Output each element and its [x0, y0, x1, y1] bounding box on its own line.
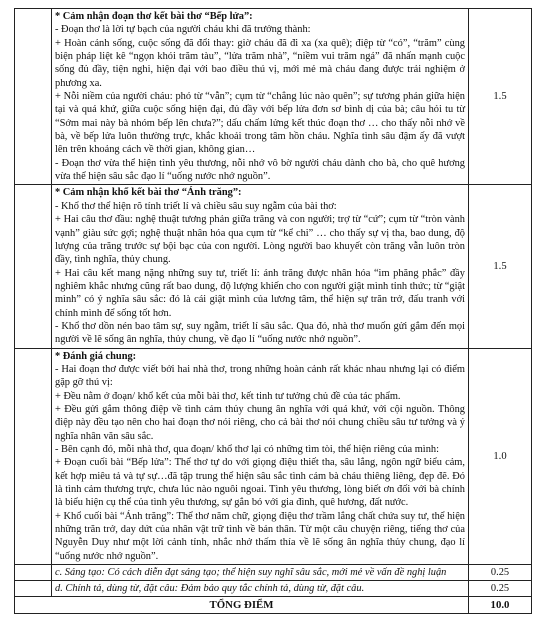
score-cell: 0.25: [469, 565, 532, 581]
section-bep-lua: [15, 9, 532, 185]
paragraph: - Bên cạnh đó, mỗi nhà thơ, qua đoạn/ khổ thơ lại có những tìm tòi, thể hiện riêng của mình:: [55, 444, 439, 455]
blank-cell: [15, 581, 52, 597]
paragraph: + Đều gửi gắm thông điệp về tình cảm thủy chung ân nghĩa với quá khứ, với cội nguồn. Thông điệp này đều tạo nên cho hai đoạn thơ nói riêng, cho cả bài thơ nói chung chiều sâu tư tưởng và ý nghĩa nhân văn sâu sắc.: [55, 403, 465, 442]
paragraph: - Khổ thơ dồn nén bao tâm sự, suy ngẫm, triết lí sâu sắc. Qua đó, nhà thơ muốn gửi gắm đến mọi người về lẽ sống ân nghĩa, thủy chung, về đạo lí “uống nước nhớ nguồn”.: [55, 320, 465, 346]
section-danh-gia-chung: [15, 348, 532, 565]
section-heading: * Đánh giá chung:: [55, 350, 137, 362]
score-cell: 1.0: [469, 348, 532, 565]
blank-cell: [15, 348, 52, 565]
paragraph: + Nỗi niềm của người cháu: phó từ “vẫn”; cụm từ “chẳng lúc nào quên”; sự tương phản giữa hiện tại và quá khứ, giữa cuộc sống hiện đại, đủ đầy với bếp lửa đơn sơ bình dị của bà; câu hỏi tu từ “Sớm mai này bà nhóm bếp lên chưa?”; dấu chấm lửng kết thúc đoạn thơ … cho thấy nỗi nhớ về bà, về bếp lửa luôn thường trực, khắc khoải trong tâm hồn cháu. Nghĩa tình sâu đậm ấy đã vượt lên trên khoảng cách về thời gian, không gian…: [55, 91, 465, 156]
paragraph: + Đoạn cuối bài “Bếp lửa”: Thể thơ tự do với giọng điệu thiết tha, sâu lắng, ngôn ngữ biểu cảm, kết hợp miêu tả và tự sự…đã tập trung thể hiện sâu sắc tình cảm bà cháu thiêng liêng, đẹp đẽ. Đó là tình cảm thương trực, chưa lúc nào nguôi ngoai. Tình yêu thương, lòng biết ơn đối với bà chính là biểu hiện cụ thể của tình yêu thương, sự gắn bó với gia đình, quê hương, đất nước.: [55, 457, 465, 509]
section-heading: * Cảm nhận đoạn thơ kết bài thơ “Bếp lửa”:: [55, 11, 253, 22]
score-cell: 0.25: [469, 581, 532, 597]
section-anh-trang: [15, 185, 532, 348]
paragraph: - Đoạn thơ vừa thể hiện tình yêu thương, nỗi nhớ vô bờ người cháu dành cho bà, cho quê hương vừa thể hiện sâu sắc đạo lí “uống nước nhớ nguồn”.: [55, 157, 465, 183]
blank-cell: [15, 565, 52, 581]
grading-table: [14, 8, 532, 614]
total-label: TỔNG ĐIỂM: [15, 597, 469, 614]
criteria-row-creativity: [15, 565, 532, 581]
criteria-text: c. Sáng tạo: Có cách diễn đạt sáng tạo; thể hiện suy nghĩ sâu sắc, mới mẻ về vấn đề nghị luận: [52, 565, 469, 581]
criteria-text: d. Chính tả, dùng từ, đặt câu: Đảm bảo quy tắc chính tả, dùng từ, đặt câu.: [52, 581, 469, 597]
criteria-row-spelling: [15, 581, 532, 597]
paragraph: - Đoạn thơ là lời tự bạch của người cháu khi đã trưởng thành:: [55, 24, 311, 36]
blank-cell: [15, 185, 52, 348]
paragraph: - Hai đoạn thơ được viết bởi hai nhà thơ, trong những hoàn cảnh rất khác nhau nhưng lại có điểm gặp gỡ thú vị:: [55, 363, 465, 389]
paragraph: - Khổ thơ thể hiện rõ tính triết lí và chiều sâu suy ngẫm của bài thơ:: [55, 200, 337, 212]
section-content: [52, 348, 469, 565]
paragraph: + Hoàn cảnh sống, cuộc sống đã đổi thay: giờ cháu đã đi xa (xa quê); điệp từ “có”, “trăm” cùng biện pháp liệt kê “ngọn khói trăm tàu”, “lửa trăm nhà”, “niềm vui trăm ngả” đã nhấn mạnh cuộc sống đủ đầy, tiện nghi, hiện đại với bao điều thú vị, mới mẻ mà cháu đang được trải nghiệm ở phương xa.: [55, 37, 465, 89]
paragraph: + Khổ cuối bài “Ánh trăng”: Thể thơ năm chữ, giọng điệu thơ trầm lắng chất chứa suy tư, thể hiện những trăn trở, day dứt của nhân vật trữ tình về bản thân. Từ một câu chuyện riêng, tiếng thơ của Nguyễn Duy như một lời cảnh tỉnh, nhắc nhở thấm thía về lẽ sống ân nghĩa thủy chung, đạo lí “uống nước nhớ nguồn”.: [55, 510, 465, 562]
section-heading: * Cảm nhận khổ kết bài thơ “Ánh trăng”:: [55, 187, 242, 199]
paragraph: + Hai câu kết mang nặng những suy tư, triết lí: ánh trăng được nhân hóa “im phăng phắc” đầy nghiêm khắc nhưng cũng rất bao dung, độ lượng khiến cho con người giật mình tỉnh thức; từ “giật mình” có ý nghĩa sâu sắc: đó là cái giật mình của lương tâm, thể hiện sự trăn trở, đấu tranh với chính mình để sống tốt hơn.: [55, 267, 465, 319]
score-cell: 1.5: [469, 185, 532, 348]
total-score: 10.0: [469, 597, 532, 614]
section-content: [52, 9, 469, 185]
blank-cell: [15, 9, 52, 185]
paragraph: + Hai câu thơ đầu: nghệ thuật tương phản giữa trăng và con người; trợ từ “cứ”; cụm từ “tròn vành vạnh” giàu sức gợi; nghệ thuật nhân hóa qua cụm từ “kể chi” … cho thấy sự vị tha, bao dung, độ lượng của trăng trước sự bội bạc của con người. Lòng người bao khuyết còn trăng vẫn luôn tròn đầy, tình nghĩa, thủy chung.: [55, 214, 465, 266]
score-cell: 1.5: [469, 9, 532, 185]
paragraph: + Đều nằm ở đoạn/ khổ kết của mỗi bài thơ, kết tinh tư tưởng chủ đề của tác phẩm.: [55, 390, 401, 402]
total-row: [15, 597, 532, 614]
section-content: [52, 185, 469, 348]
